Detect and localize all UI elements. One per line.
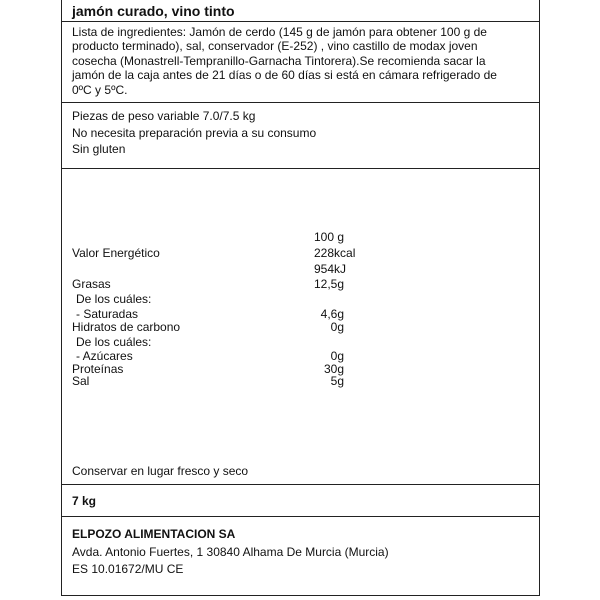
nutrition-label: - Azúcares — [76, 349, 133, 363]
nutrition-value: 5g — [330, 374, 344, 388]
ingredients-line: jamón de la caja antes de 21 días o de 60 días si está en cámara refrigerado de — [72, 68, 497, 83]
nutrition-value: 0g — [330, 320, 344, 334]
divider — [62, 516, 539, 517]
nutrition-value: 30g — [323, 362, 344, 376]
nutrition-value: 12,5g — [314, 277, 345, 291]
company-address: Avda. Antonio Fuertes, 1 30840 Alhama De Murcia (Murcia) — [72, 545, 389, 559]
nutrition-value: 228kcal — [314, 246, 356, 260]
gluten-info: Sin gluten — [72, 142, 126, 156]
ingredients-line: producto terminado), sal, conservador (E-252) , vino castillo de modax joven — [72, 39, 478, 54]
divider — [62, 484, 539, 485]
health-registry: ES 10.01672/MU CE — [72, 562, 184, 576]
preparation-info: No necesita preparación previa a su consumo — [72, 126, 317, 140]
company-name: ELPOZO ALIMENTACION SA — [72, 527, 236, 541]
nutrition-label: - Saturadas — [76, 307, 139, 321]
nutrition-value: 954kJ — [314, 262, 347, 276]
ingredients-line: 0ºC y 5ºC. — [72, 82, 128, 97]
nutrition-value: 0g — [330, 349, 344, 363]
nutrition-label: De los cuáles: — [76, 292, 152, 306]
divider — [62, 102, 539, 103]
ingredients-list — [72, 25, 517, 97]
divider — [62, 21, 539, 22]
nutrition-per-label: 100 g — [314, 230, 345, 244]
nutrition-label: Sal — [72, 374, 90, 388]
nutrition-label: Grasas — [72, 277, 111, 291]
ingredients-line: cosecha (Monastrell-Tempranillo-Garnacha Tintorera).Se recomienda sacar la — [72, 53, 486, 68]
net-weight: 7 kg — [72, 494, 97, 508]
weight-range-info: Piezas de peso variable 7.0/7.5 kg — [72, 109, 256, 123]
divider — [62, 168, 539, 169]
product-label — [61, 0, 540, 596]
nutrition-label: De los cuáles: — [76, 335, 152, 349]
product-title: jamón curado, vino tinto — [72, 3, 235, 19]
nutrition-value: 4,6g — [320, 307, 344, 321]
nutrition-label: Hidratos de carbono — [72, 320, 181, 334]
storage-instructions: Conservar en lugar fresco y seco — [72, 464, 249, 478]
nutrition-label: Valor Energético — [72, 246, 160, 260]
nutrition-label: Proteínas — [72, 362, 124, 376]
ingredients-line: Lista de ingredientes: Jamón de cerdo (145 g de jamón para obtener 100 g de — [72, 25, 487, 39]
